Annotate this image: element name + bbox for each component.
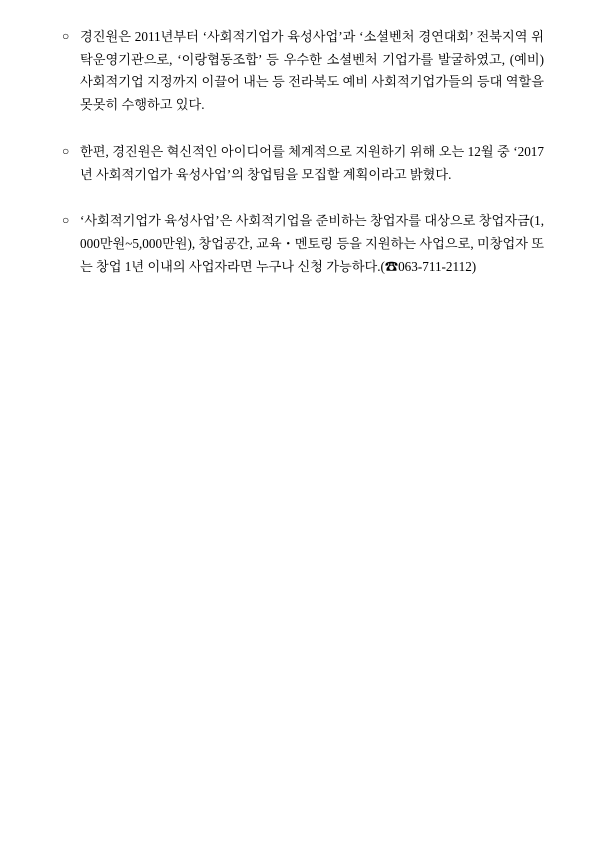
paragraph-1-text: 경진원은 2011년부터 ‘사회적기업가 육성사업’과 ‘소셜벤처 경연대회’ 전북지역 위탁운영기관으로, ‘이랑협동조합’ 등 우수한 소셜벤처 기업가를 발굴하였고, (예비)사회적기업 지정까지 이끌어 내는 등 전라북도 예비 사회적기업가들의 등대 역할을 못못히 수행하고 있다. (80, 29, 544, 113)
paragraph-2-text: 한편, 경진원은 혁신적인 아이디어를 체계적으로 지원하기 위해 오는 12월 중 ‘2017년 사회적기업가 육성사업’의 창업팀을 모집할 계획이라고 밝혔다. (80, 143, 544, 182)
paragraph-2 (62, 141, 544, 186)
bullet-icon: ○ (62, 213, 70, 228)
paragraph-3-text: ‘사회적기업가 육성사업’은 사회적기업을 준비하는 창업자를 대상으로 창업자금(1,000만원~5,000만원), 창업공간, 교육・멘토링 등을 지원하는 사업으로, 미창업자 또는 창업 1년 이내의 사업자라면 누구나 신청 가능하다.(☎063-711-2112) (80, 213, 544, 274)
bullet-icon: ○ (62, 143, 70, 158)
bullet-icon: ○ (62, 29, 70, 43)
paragraph-1 (62, 26, 544, 117)
paragraph-3 (62, 210, 544, 278)
